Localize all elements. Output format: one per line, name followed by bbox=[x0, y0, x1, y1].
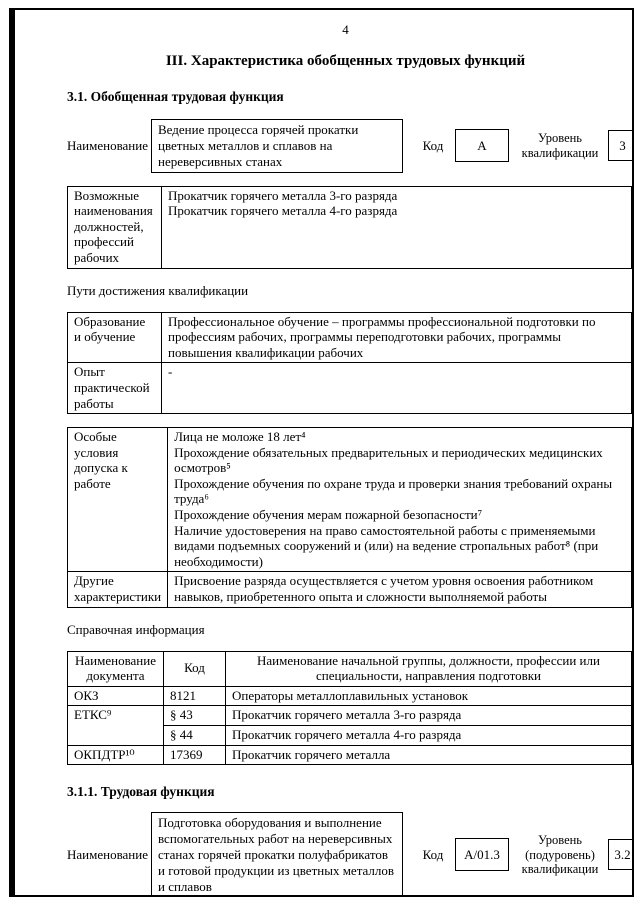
position-item: Прокатчик горячего металла 3-го разряда bbox=[168, 187, 398, 203]
gtf-name-label: Наименование bbox=[67, 137, 148, 153]
condition-item: Прохождение обучения по охране труда и проверки знания требований охраны труда⁶ bbox=[174, 475, 613, 507]
document-title: III. Характеристика обобщенных трудовых функций bbox=[165, 53, 526, 69]
positions-label-cell: Возможные наименования должностей, профессий рабочих bbox=[68, 186, 162, 268]
education-table bbox=[67, 312, 632, 415]
reference-info-label: Справочная информация bbox=[67, 621, 205, 637]
table-row bbox=[68, 312, 632, 363]
experience-label-cell: Опыт практической работы bbox=[68, 363, 162, 414]
tf-code-value-box: А/01.3 bbox=[455, 838, 509, 871]
special-conditions-label-cell: Особые условия допуска к работе bbox=[68, 428, 168, 572]
education-value-cell: Профессиональное обучение – программы профессиональной подготовки по профессиям рабочих, программы переподготовки рабочих, программы повышения квалификации рабочих bbox=[162, 312, 632, 363]
section-3-1-heading: 3.1. Обобщенная трудовая функция bbox=[67, 89, 284, 104]
ref-cell-name: Прокатчик горячего металла bbox=[226, 745, 632, 765]
qualification-path-label: Пути достижения квалификации bbox=[67, 282, 249, 298]
table-row bbox=[68, 572, 632, 607]
table-row bbox=[68, 686, 632, 706]
tf-name-label: Наименование bbox=[67, 846, 148, 862]
position-item: Прокатчик горячего металла 4-го разряда bbox=[168, 203, 398, 219]
tf-level-value-box: 3.2 bbox=[608, 839, 634, 870]
other-characteristics-value-cell: Присвоение разряда осуществляется с учетом уровня освоения работником навыков, приобретенного опыта и сложности выполняемой работы bbox=[168, 572, 632, 607]
tf-header-row bbox=[67, 812, 631, 897]
section-3-1-1-heading: 3.1.1. Трудовая функция bbox=[67, 784, 215, 800]
ref-cell-code: § 43 bbox=[164, 706, 226, 726]
other-characteristics-label-cell: Другие характеристики bbox=[68, 572, 168, 607]
ref-cell-document: ОКЗ bbox=[68, 686, 164, 706]
positions-value-cell bbox=[162, 186, 632, 268]
gtf-name-value-box: Ведение процесса горячей прокатки цветных металлов и сплавов на нереверсивных станах bbox=[151, 119, 403, 173]
ref-cell-document: ЕТКС⁹ bbox=[68, 706, 164, 745]
gtf-code-value-box: А bbox=[455, 129, 509, 162]
special-conditions-table bbox=[67, 427, 632, 608]
gtf-code-label: Код bbox=[422, 137, 444, 153]
reference-table bbox=[67, 651, 632, 766]
table-row bbox=[68, 706, 632, 726]
ref-header-name: Наименование начальной группы, должности, профессии или специальности, направления подготовки bbox=[226, 651, 632, 686]
tf-code-label: Код bbox=[422, 846, 444, 862]
ref-header-document: Наименование документа bbox=[68, 651, 164, 686]
condition-item: Прохождение обязательных предварительных и периодических медицинских осмотров⁵ bbox=[174, 444, 603, 476]
table-row bbox=[68, 745, 632, 765]
table-row bbox=[68, 363, 632, 414]
ref-cell-document: ОКПДТР¹⁰ bbox=[68, 745, 164, 765]
table-row bbox=[68, 428, 632, 572]
special-conditions-value-cell bbox=[168, 428, 632, 572]
experience-value-cell: - bbox=[162, 363, 632, 414]
condition-item: Лица не моложе 18 лет⁴ bbox=[174, 429, 306, 445]
tf-name-value-box: Подготовка оборудования и выполнение вспомогательных работ на нереверсивных станах горячей прокатки полуфабрикатов и готовой продукции из цветных металлов и сплавов bbox=[151, 812, 403, 897]
gtf-header-row bbox=[67, 119, 624, 173]
education-label-cell: Образование и обучение bbox=[68, 312, 162, 363]
tf-level-label: Уровень (подуровень) квалификации bbox=[521, 833, 599, 877]
ref-cell-code: § 44 bbox=[164, 726, 226, 746]
ref-cell-code: 8121 bbox=[164, 686, 226, 706]
ref-cell-name: Прокатчик горячего металла 4-го разряда bbox=[226, 726, 632, 746]
page-border-frame bbox=[9, 8, 634, 897]
ref-cell-name: Прокатчик горячего металла 3-го разряда bbox=[226, 706, 632, 726]
ref-cell-code: 17369 bbox=[164, 745, 226, 765]
table-header-row bbox=[68, 651, 632, 686]
gtf-level-label: Уровень квалификации bbox=[521, 131, 599, 160]
ref-cell-name: Операторы металлоплавильных установок bbox=[226, 686, 632, 706]
condition-item: Наличие удостоверения на право самостоятельной работы с применяемыми видами подъемных сооружений и (или) на ведение стропальных работ⁸ (при необходимости) bbox=[174, 522, 599, 569]
ref-header-code: Код bbox=[164, 651, 226, 686]
gtf-level-value-box: 3 bbox=[608, 130, 634, 161]
page-number: 4 bbox=[342, 22, 349, 37]
possible-positions-table bbox=[67, 186, 632, 269]
condition-item: Прохождение обучения мерам пожарной безопасности⁷ bbox=[174, 507, 483, 523]
table-row bbox=[68, 186, 632, 268]
page-content bbox=[15, 10, 632, 897]
